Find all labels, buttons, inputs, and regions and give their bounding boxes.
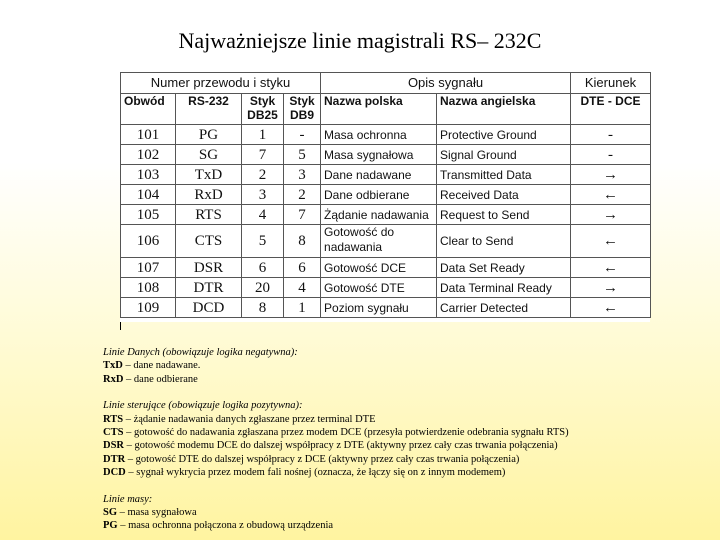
column-header-row xyxy=(121,94,651,125)
note-abbreviation: RxD xyxy=(103,373,124,385)
cell-db25: 2 xyxy=(242,165,284,185)
cell-rs232: DSR xyxy=(176,258,242,278)
cell-db25: 20 xyxy=(242,278,284,298)
cell-rs232: CTS xyxy=(176,225,242,258)
note-line xyxy=(103,413,703,426)
cell-direction: ← xyxy=(571,185,651,205)
cell-obwod: 108 xyxy=(121,278,176,298)
note-description: – sygnał wykrycia przez modem fali nośnej (oznacza, że łączy się on z innym modemem) xyxy=(125,467,506,479)
group-header-numbering: Numer przewodu i styku xyxy=(121,73,321,94)
note-line xyxy=(103,359,703,372)
cell-db25: 8 xyxy=(242,298,284,318)
cell-direction: → xyxy=(571,205,651,225)
cell-obwod: 107 xyxy=(121,258,176,278)
control-lines-heading: Linie sterujące (obowiązuje logika pozytywna): xyxy=(103,400,303,412)
cell-polish-name: Masa sygnałowa xyxy=(321,145,437,165)
col-header-obwod: Obwód xyxy=(121,94,176,125)
col-header-db25: Styk DB25 xyxy=(242,94,284,125)
cell-english-name: Received Data xyxy=(437,185,571,205)
cell-direction: → xyxy=(571,165,651,185)
note-description: – masa sygnałowa xyxy=(117,507,197,519)
table-row xyxy=(121,125,651,145)
note-line xyxy=(103,373,703,386)
col-header-polish-name: Nazwa polska xyxy=(321,94,437,125)
note-description: – gotowość do nadawania zgłaszana przez modem DCE (przesyła potwierdzenie odebrania sygnału RTS) xyxy=(123,427,569,439)
cell-english-name: Data Terminal Ready xyxy=(437,278,571,298)
cell-db9: 2 xyxy=(284,185,321,205)
cell-db9: - xyxy=(284,125,321,145)
cell-direction: ← xyxy=(571,258,651,278)
cell-rs232: RxD xyxy=(176,185,242,205)
cell-english-name: Data Set Ready xyxy=(437,258,571,278)
notes-block xyxy=(103,346,703,533)
note-description: – gotowość DTE do dalszej współpracy z DCE (aktywny przez cały czas trwania połączenia) xyxy=(125,453,520,465)
cell-obwod: 101 xyxy=(121,125,176,145)
cell-db9: 1 xyxy=(284,298,321,318)
cell-polish-name: Dane odbierane xyxy=(321,185,437,205)
note-line xyxy=(103,426,703,439)
cell-direction: ← xyxy=(571,298,651,318)
note-abbreviation: DCD xyxy=(103,467,126,479)
signal-table xyxy=(120,72,650,322)
cell-polish-name: Poziom sygnału xyxy=(321,298,437,318)
cell-english-name: Protective Ground xyxy=(437,125,571,145)
cell-direction: ← xyxy=(571,225,651,258)
note-abbreviation: SG xyxy=(103,507,118,519)
data-lines-heading: Linie Danych (obowiązuje logika negatywna): xyxy=(103,347,298,358)
cell-obwod: 103 xyxy=(121,165,176,185)
cell-rs232: PG xyxy=(176,125,242,145)
cell-db25: 7 xyxy=(242,145,284,165)
table-row xyxy=(121,185,651,205)
col-header-db9: Styk DB9 xyxy=(284,94,321,125)
cell-rs232: TxD xyxy=(176,165,242,185)
cell-db9: 7 xyxy=(284,205,321,225)
cell-english-name: Signal Ground xyxy=(437,145,571,165)
table-row xyxy=(121,145,651,165)
note-description: – masa ochronna połączona z obudową urządzenia xyxy=(117,520,334,532)
note-description: – dane odbierane xyxy=(123,373,198,385)
group-header-description: Opis sygnału xyxy=(321,73,571,94)
note-abbreviation: DSR xyxy=(103,440,125,452)
ground-lines-heading: Linie masy: xyxy=(103,493,153,505)
cell-db25: 1 xyxy=(242,125,284,145)
cell-polish-name: Gotowość DCE xyxy=(321,258,437,278)
note-abbreviation: RTS xyxy=(103,413,124,425)
cell-rs232: DTR xyxy=(176,278,242,298)
table-row xyxy=(121,258,651,278)
group-header-row xyxy=(121,73,651,94)
cell-db25: 4 xyxy=(242,205,284,225)
cell-english-name: Clear to Send xyxy=(437,225,571,258)
cell-polish-name: Masa ochronna xyxy=(321,125,437,145)
cell-db9: 4 xyxy=(284,278,321,298)
col-header-rs232: RS-232 xyxy=(176,94,242,125)
cell-polish-name: Dane nadawane xyxy=(321,165,437,185)
cell-obwod: 106 xyxy=(121,225,176,258)
note-description: – dane nadawane. xyxy=(122,360,201,372)
cell-db25: 3 xyxy=(242,185,284,205)
cell-obwod: 102 xyxy=(121,145,176,165)
note-line xyxy=(103,439,703,452)
cell-english-name: Request to Send xyxy=(437,205,571,225)
cell-db9: 8 xyxy=(284,225,321,258)
cell-rs232: SG xyxy=(176,145,242,165)
cell-obwod: 104 xyxy=(121,185,176,205)
cell-rs232: DCD xyxy=(176,298,242,318)
group-header-direction: Kierunek xyxy=(571,73,651,94)
note-abbreviation: PG xyxy=(103,520,118,532)
note-abbreviation: TxD xyxy=(103,360,123,372)
note-abbreviation: DTR xyxy=(103,453,126,465)
cell-polish-name: Gotowość do nadawania xyxy=(321,225,437,258)
table-row xyxy=(121,165,651,185)
note-line xyxy=(103,519,703,532)
cell-db9: 5 xyxy=(284,145,321,165)
cell-obwod: 109 xyxy=(121,298,176,318)
cell-obwod: 105 xyxy=(121,205,176,225)
cell-rs232: RTS xyxy=(176,205,242,225)
note-line xyxy=(103,453,703,466)
table-row xyxy=(121,225,651,258)
cell-english-name: Transmitted Data xyxy=(437,165,571,185)
slide-title: Najważniejsze linie magistrali RS– 232C xyxy=(178,28,542,53)
cell-direction: - xyxy=(571,145,651,165)
cell-db25: 5 xyxy=(242,225,284,258)
cell-direction: → xyxy=(571,278,651,298)
rs232-table xyxy=(120,72,651,318)
cell-db9: 6 xyxy=(284,258,321,278)
note-line xyxy=(103,506,703,519)
note-description: – żądanie nadawania danych zgłaszane przez terminal DTE xyxy=(123,413,376,425)
note-abbreviation: CTS xyxy=(103,427,124,439)
note-line xyxy=(103,466,703,479)
table-row xyxy=(121,278,651,298)
note-description: – gotowość modemu DCE do dalszej współpracy z DTE (aktywny przez cały czas trwania połączenia) xyxy=(124,440,558,452)
cell-english-name: Carrier Detected xyxy=(437,298,571,318)
col-header-english-name: Nazwa angielska xyxy=(437,94,571,125)
table-row xyxy=(121,205,651,225)
table-row xyxy=(121,298,651,318)
cell-db9: 3 xyxy=(284,165,321,185)
cell-polish-name: Żądanie nadawania xyxy=(321,205,437,225)
cell-polish-name: Gotowość DTE xyxy=(321,278,437,298)
col-header-dte-dce: DTE - DCE xyxy=(571,94,651,125)
cell-db25: 6 xyxy=(242,258,284,278)
cell-direction: - xyxy=(571,125,651,145)
